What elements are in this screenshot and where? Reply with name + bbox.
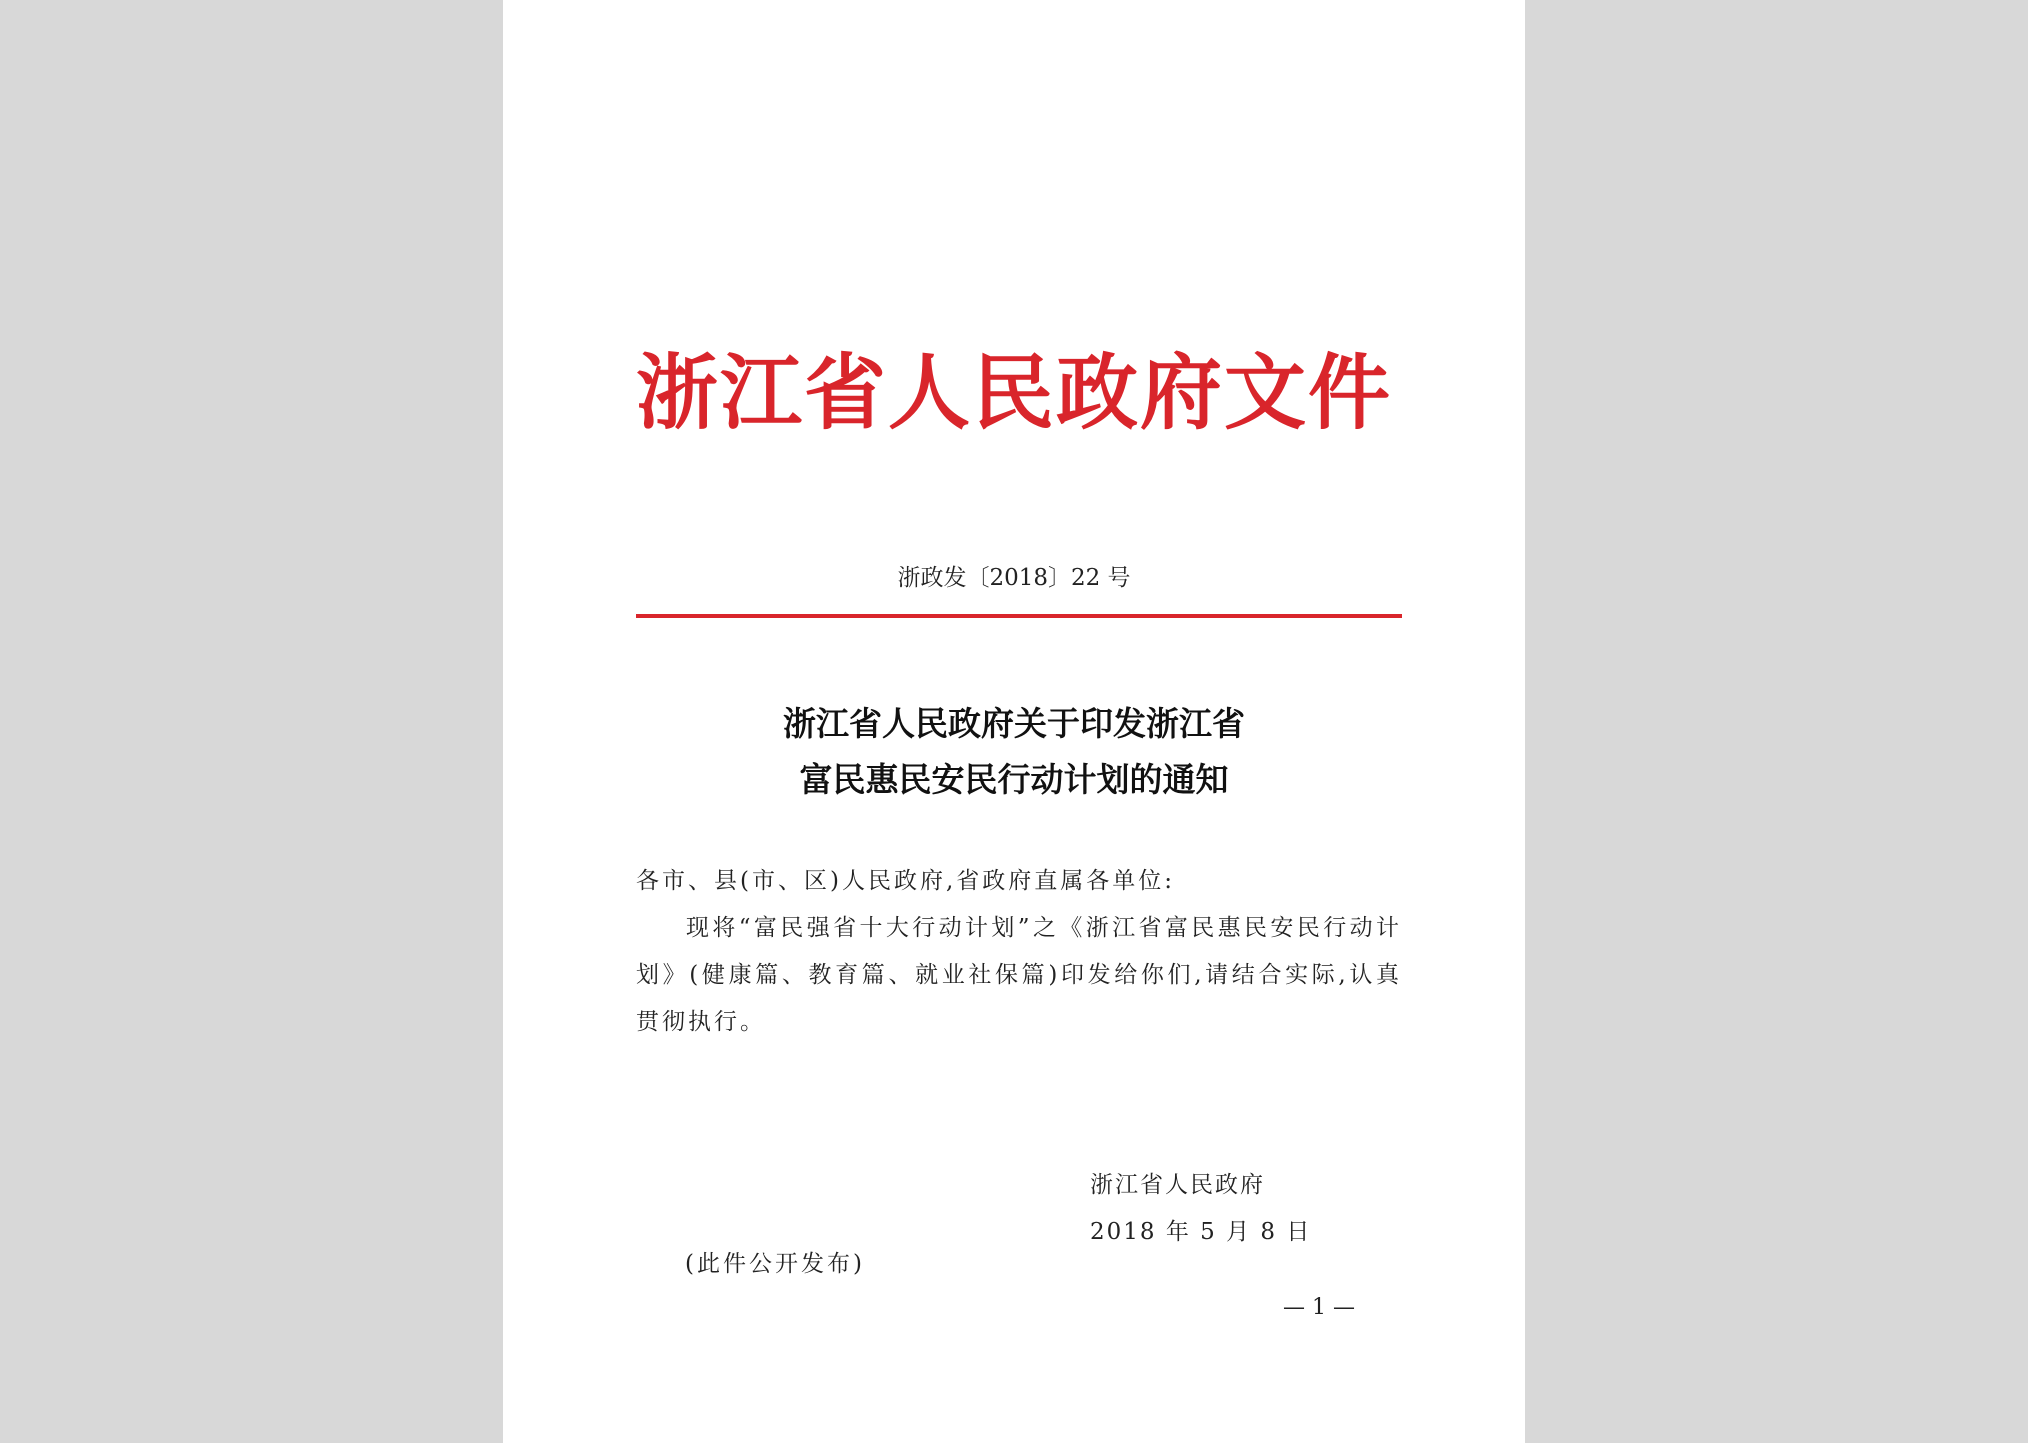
document-page xyxy=(503,0,1525,1443)
document-number: 浙政发〔2018〕22 号 xyxy=(897,565,1131,591)
red-separator-line xyxy=(636,614,1402,618)
document-title-line-1: 浙江省人民政府关于印发浙江省 xyxy=(783,704,1245,743)
signature-block xyxy=(1090,1162,1390,1256)
document-body xyxy=(636,858,1402,1046)
public-release-note: (此件公开发布) xyxy=(685,1251,865,1277)
document-title-line-2: 富民惠民安民行动计划的通知 xyxy=(799,760,1229,799)
issuer-name: 浙江省人民政府 xyxy=(1090,1172,1265,1198)
document-title xyxy=(503,696,1525,808)
issue-date: 2018 年 5 月 8 日 xyxy=(1090,1219,1312,1245)
body-paragraph: 现将“富民强省十大行动计划”之《浙江省富民惠民安民行动计划》(健康篇、教育篇、就业社保篇)印发给你们,请结合实际,认真贯彻执行。 xyxy=(636,915,1402,1035)
addressee: 各市、县(市、区)人民政府,省政府直属各单位: xyxy=(636,868,1176,894)
page-number: — 1 — xyxy=(1283,1295,1355,1320)
red-header-title: 浙江省人民政府文件 xyxy=(635,345,1392,441)
